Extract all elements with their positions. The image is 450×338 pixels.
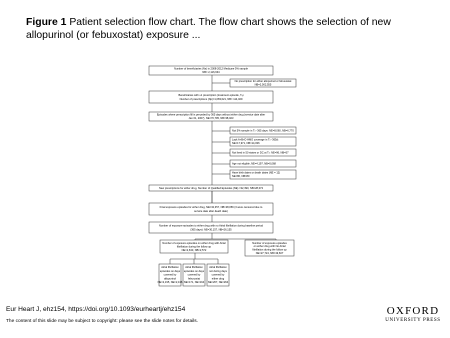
box-text: NE=2,195, NE=2,136 [157, 281, 183, 285]
box-text: Atrial fibrillation [161, 266, 179, 269]
box-text: Atrial fibrillation [185, 266, 203, 269]
box-text: on either drug with No Atrial [253, 245, 286, 249]
box-text: episodes on days [183, 269, 205, 273]
box-new-prescriptions [149, 185, 273, 191]
box-no-af-follow-up [245, 240, 294, 256]
box-beneficiaries-with-prescription [149, 91, 273, 103]
box-text: service date after death date) [194, 210, 228, 213]
box-exclusion-not-5pct [230, 127, 296, 134]
box-text: Number of exposure episodes [252, 241, 287, 245]
box-text: Number of beneficiaries (Ns) in 2008-2012 Medicare 5% sample [174, 67, 248, 71]
citation: Eur Heart J, ehz154, https://doi.org/10.1093/eurheartj/ehz154 [6, 306, 186, 313]
box-text: NE=267, NE=264 [207, 281, 229, 285]
logo-subtitle: UNIVERSITY PRESS [385, 318, 441, 323]
box-text: Have birth dates or death dates (NE = 12) [232, 171, 281, 175]
box-text: Number of exposure episodes to either drug with no Atrial fibrillation during baseline period [159, 224, 263, 228]
box-text: (365 days): NE=30,157, NB=26,155 [190, 228, 232, 232]
box-text: Beneficiaries with ≥1 prescription (treatment episode, Tₑ) [178, 94, 244, 97]
box-text: either drug [211, 277, 225, 281]
box-text: Final exposure episodes for either drug, NE=32,357, NB=28,059 (3 were censored due to [159, 206, 263, 209]
box-af-follow-up [160, 240, 228, 253]
flowchart-connectors [170, 75, 276, 264]
box-text: NE=171, NE=164 [183, 281, 205, 285]
box-text: NB= 2,116,934 [202, 71, 220, 75]
box-text: NE=17,971, NB=14,036 [232, 142, 260, 146]
figure-label: Figure 1 [26, 17, 67, 28]
box-no-prescription [230, 79, 296, 87]
box-exclusion-residence [230, 149, 296, 156]
box-af-allopurinol [158, 264, 183, 286]
box-text: NE=2,633, NB=2,572 [181, 249, 207, 252]
box-final-exposure [149, 203, 273, 215]
box-text: Jan 01, 2007), NE=70,795, NB=38,023 [188, 117, 234, 121]
copyright-notice: The content of this slide may be subject to copyright: please see the slide notes for details. [6, 319, 198, 324]
publisher-logo [384, 305, 442, 324]
slide-footer [6, 306, 366, 325]
box-text: Age not eligible, NE=4,197, NB=5,068 [232, 162, 276, 166]
box-exclusion-age [230, 160, 296, 167]
box-no-af-baseline [149, 222, 273, 233]
box-text: NB=2,002,555 [254, 83, 272, 87]
box-af-neither-drug [207, 264, 229, 286]
box-total-beneficiaries [149, 66, 273, 75]
box-text: covered by [211, 273, 225, 277]
figure-caption: Patient selection flow chart. The flow chart shows the selection of new allopurinol (or febuxostat) exposure ... [26, 17, 391, 41]
box-text: Not 5% sample in Tₑ -365 days: NE=8,060, NB=6,770 [232, 129, 294, 133]
box-text: Number of exposure episodes on either drug with Atrial [162, 242, 226, 245]
box-text: fibrillation during the follow up [176, 245, 212, 249]
box-text: Number of prescriptions (Np)=1,083,021, NB= 114,029 [179, 98, 243, 101]
box-exclusion-hmo [230, 137, 296, 146]
box-text: No prescription for either allopurinol or febuxostat [234, 80, 292, 84]
box-text: Lack A+B+D HMO coverage in Tₑ -365d: [232, 138, 279, 142]
box-text: febuxostat [188, 277, 200, 281]
box-text: Not lived in 50 states or DC at Tₑ: NE=96, NB=57 [232, 151, 289, 155]
box-text: Episodes where prescription fill is preceded by 365 days without either drug (service date after [156, 113, 266, 117]
box-text: covered by [187, 273, 201, 277]
box-text: fibrillation during the follow up [252, 248, 287, 252]
box-text: NE=27,724, NB=19,607 [255, 252, 284, 255]
box-text: episodes on days [159, 269, 181, 273]
box-text: allopurinol [164, 277, 176, 281]
box-text: New prescriptions for either drug, Number of Qualified Episodes (NE) =32,390, NB=28,072 [158, 187, 264, 190]
logo-name: OXFORD [386, 305, 440, 317]
box-af-febuxostat [183, 264, 205, 286]
box-episodes-washout [149, 112, 273, 121]
box-text: covered by [163, 273, 177, 277]
box-exclusion-dates [230, 170, 296, 179]
box-text: Atrial fibrillation [209, 266, 227, 269]
box-text: NE=86, NB=80 [232, 175, 250, 179]
box-text: not during days [209, 269, 227, 273]
